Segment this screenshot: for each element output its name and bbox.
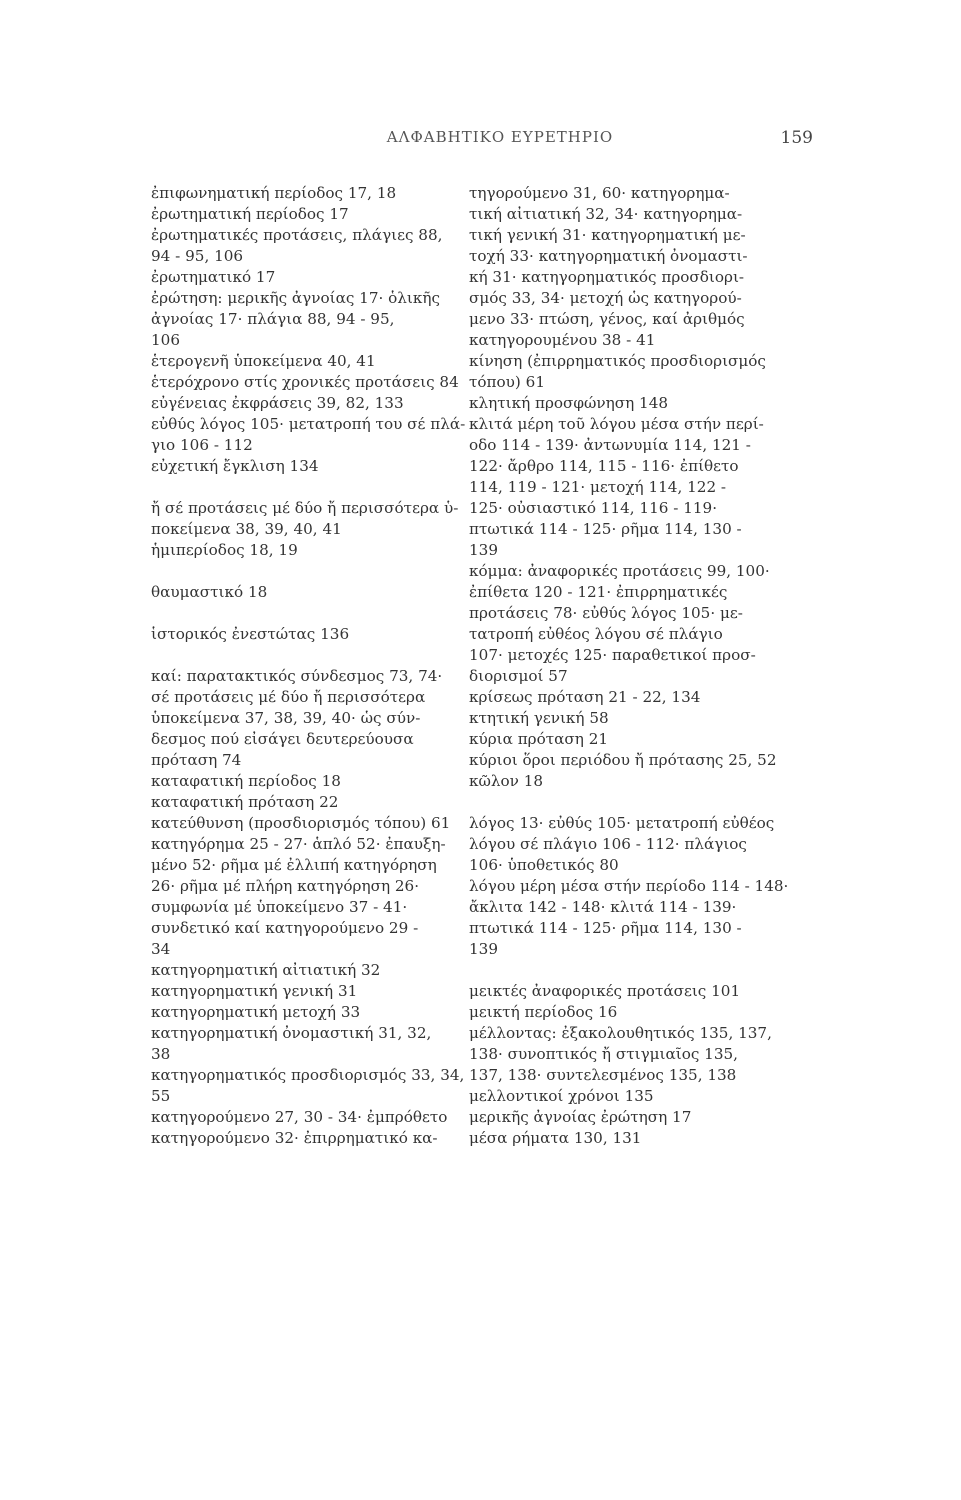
index-entry-line: κατηγορούμενο 27, 30 - 34· ἐμπρόθετο [151,1108,448,1126]
index-entry [151,834,451,960]
index-entry [469,351,819,393]
index-entry-line: κτητική γενική 58 [469,709,609,727]
index-entry-line: κρίσεως πρόταση 21 - 22, 134 [469,688,701,706]
index-entry-line: κύριοι ὅροι περιόδου ἤ πρότασης 25, 52 [469,751,777,769]
index-entry-line: 125· οὐσιαστικό 114, 116 - 119· [469,499,718,517]
letter-group-gap [469,960,819,981]
index-entry-line: ποκείμενα 38, 39, 40, 41 [151,520,342,538]
index-entry-line: ἐρώτηση: μερικῆς ἀγνοίας 17· ὁλικῆς [151,289,440,307]
index-entry-line: 139 [469,541,498,559]
index-entry [469,1128,819,1149]
index-entry [151,393,451,414]
index-entry-line: διορισμοί 57 [469,667,568,685]
index-entry-line: 55 [151,1087,171,1105]
index-entry [151,624,451,645]
index-entry-line: μέλλοντας: ἐξακολουθητικός 135, 137, [469,1024,772,1042]
index-entry-line: 139 [469,940,498,958]
index-entry [151,771,451,792]
index-entry-line: 106· ὑποθετικός 80 [469,856,619,874]
index-entry-line: ἐρωτηματική περίοδος 17 [151,205,349,223]
index-entry-line: θαυμαστικό 18 [151,583,268,601]
index-entry-line: εὐχετική ἔγκλιση 134 [151,457,319,475]
index-entry [469,750,819,771]
index-entry-line: κλητική προσφώνηση 148 [469,394,669,412]
index-entry-line: σμός 33, 34· μετοχή ὡς κατηγορού- [469,289,742,307]
index-entry-line: τηγορούμενο 31, 60· κατηγορημα- [469,184,730,202]
index-entry-line: εὐγένειας ἐκφράσεις 39, 82, 133 [151,394,404,412]
letter-group-gap [151,477,451,498]
index-entry-line: ἱστορικός ἐνεστώτας 136 [151,625,350,643]
index-entry-line: κατηγορηματική μετοχή 33 [151,1003,361,1021]
index-entry [469,1023,819,1086]
letter-group-gap [151,645,451,666]
index-entry-line: ἐρωτηματικό 17 [151,268,276,286]
index-entry-line: πτωτικά 114 - 125· ρῆμα 114, 130 - [469,520,742,538]
index-entry-line: μεικτή περίοδος 16 [469,1003,618,1021]
index-entry-line: καί: παρατακτικός σύνδεσμος 73, 74· [151,667,443,685]
index-entry [151,1065,465,1107]
index-entry [151,540,451,561]
index-entry [469,687,819,708]
index-entry [151,1107,451,1149]
index-entry [469,1086,819,1107]
index-entry-line: λόγος 13· εὐθύς 105· μετατροπή εὐθέος [469,814,775,832]
index-column-left [151,183,466,1149]
index-entry [151,351,451,372]
index-entry-line: 137, 138· συντελεσμένος 135, 138 [469,1066,737,1084]
index-entry [151,498,459,540]
index-entry [151,372,459,393]
index-entry [151,1023,451,1065]
letter-group-gap [469,792,819,813]
index-entry [151,456,451,477]
index-entry-line: γιο 106 - 112 [151,436,253,454]
index-entry [469,183,819,351]
index-entry-line: προτάσεις 78· εὐθύς λόγος 105· με- [469,604,743,622]
index-entry [151,267,451,288]
index-entry [151,183,451,204]
index-entry-line: 107· μετοχές 125· παραθετικοί προσ- [469,646,756,664]
index-entry-line: εὐθύς λόγος 105· μετατροπή του σέ πλά- [151,415,466,433]
index-entry-line: μέσα ρήματα 130, 131 [469,1129,642,1147]
index-entry [151,981,451,1002]
index-entry-line: τική αἰτιατική 32, 34· κατηγορημα- [469,205,743,223]
index-entry-line: μερικῆς ἀγνοίας ἐρώτηση 17 [469,1108,692,1126]
running-header [0,128,961,158]
index-entry-line: συνδετικό καί κατηγορούμενο 29 - [151,919,419,937]
index-entry-line: κίνηση (ἐπιρρηματικός προσδιορισμός [469,352,766,370]
index-entry-line: κατηγορουμένου 38 - 41 [469,331,656,349]
index-entry-line: σέ προτάσεις μέ δύο ἤ περισσότερα [151,688,426,706]
index-entry-line: πρόταση 74 [151,751,242,769]
index-entry [151,225,451,267]
index-entry [469,876,819,960]
page-number: 159 [780,128,813,148]
index-entry-line: κῶλον 18 [469,772,544,790]
letter-group-gap [151,561,451,582]
index-entry-line: λόγου σέ πλάγιο 106 - 112· πλάγιος [469,835,747,853]
index-entry-line: 26· ρῆμα μέ πλήρη κατηγόρηση 26· [151,877,420,895]
index-entry-line: 122· ἄρθρο 114, 115 - 116· ἐπίθετο [469,457,739,475]
index-entry-line: μελλοντικοί χρόνοι 135 [469,1087,654,1105]
index-entry [151,960,451,981]
index-entry [469,771,819,792]
index-entry-line: πτωτικά 114 - 125· ρῆμα 114, 130 - [469,919,742,937]
running-title: ΑΛΦΑΒΗΤΙΚΟ ΕΥΡΕΤΗΡΙΟ [386,128,614,146]
index-entry-line: κατηγόρημα 25 - 27· ἁπλό 52· ἐπαυξη- [151,835,446,853]
index-entry-line: κατηγορηματική αἰτιατική 32 [151,961,381,979]
index-entry [469,393,819,414]
index-entry-line: καταφατική πρόταση 22 [151,793,339,811]
index-entry [469,561,819,687]
index-entry [469,414,819,561]
index-entry-line: τατροπή εὐθέος λόγου σέ πλάγιο [469,625,723,643]
index-entry-line: τική γενική 31· κατηγορηματική με- [469,226,746,244]
index-entry [469,813,819,876]
index-column-right [469,183,819,1149]
index-entry [469,1107,819,1128]
index-entry-line: 34 [151,940,171,958]
index-entry-line: κή 31· κατηγορηματικός προσδιορι- [469,268,745,286]
index-entry-line: κατηγορηματική ὀνομαστική 31, 32, [151,1024,432,1042]
index-entry [151,813,451,834]
index-entry [151,1002,451,1023]
index-entry [151,414,466,456]
index-entry-line: καταφατική περίοδος 18 [151,772,341,790]
index-entry-line: κύρια πρόταση 21 [469,730,609,748]
index-entry-line: ἐπιφωνηματική περίοδος 17, 18 [151,184,397,202]
index-entry-line: ἡμιπερίοδος 18, 19 [151,541,298,559]
index-entry-line: 38 [151,1045,171,1063]
index-entry-line: κατεύθυνση (προσδιορισμός τόπου) 61 [151,814,451,832]
index-entry [151,792,451,813]
index-entry [469,1002,819,1023]
index-entry-line: 138· συνοπτικός ἤ στιγμιαῖος 135, [469,1045,738,1063]
index-entry-line: μεικτές ἀναφορικές προτάσεις 101 [469,982,741,1000]
index-entry [151,288,451,351]
index-entry-line: ἤ σέ προτάσεις μέ δύο ἤ περισσότερα ὑ- [151,499,459,517]
index-entry-line: 106 [151,331,180,349]
index-entry-line: συμφωνία μέ ὑποκείμενο 37 - 41· [151,898,408,916]
index-entry-line: ὑποκείμενα 37, 38, 39, 40· ὡς σύν- [151,709,421,727]
index-entry-line: 114, 119 - 121· μετοχή 114, 122 - [469,478,727,496]
letter-group-gap [151,603,451,624]
index-entry-line: κλιτά μέρη τοῦ λόγου μέσα στήν περί- [469,415,764,433]
index-entry-line: ἐπίθετα 120 - 121· ἐπιρρηματικές [469,583,728,601]
index-entry-line: μένο 52· ρῆμα μέ ἐλλιπή κατηγόρηση [151,856,437,874]
index-entry-line: κόμμα: ἀναφορικές προτάσεις 99, 100· [469,562,770,580]
index-entry-line: τοχή 33· κατηγορηματική ὀνομαστι- [469,247,748,265]
index-entry [151,582,451,603]
index-entry [469,708,819,729]
index-entry [469,729,819,750]
index-entry [469,981,819,1002]
index-entry-line: ἑτερόχρονο στίς χρονικές προτάσεις 84 [151,373,459,391]
index-entry-line: λόγου μέρη μέσα στήν περίοδο 114 - 148· [469,877,789,895]
index-entry-line: ἄκλιτα 142 - 148· κλιτά 114 - 139· [469,898,737,916]
index-entry-line: δεσμος πού εἰσάγει δευτερεύουσα [151,730,414,748]
index-entry-line: οδο 114 - 139· ἀντωνυμία 114, 121 - [469,436,751,454]
index-entry-line: κατηγορούμενο 32· ἐπιρρηματικό κα- [151,1129,438,1147]
index-entry [151,666,451,771]
index-entry-line: κατηγορηματικός προσδιορισμός 33, 34, [151,1066,465,1084]
index-entry-line: ἑτερογενῆ ὑποκείμενα 40, 41 [151,352,376,370]
index-entry-line: ἐρωτηματικές προτάσεις, πλάγιες 88, [151,226,443,244]
index-entry-line: τόπου) 61 [469,373,545,391]
index-entry-line: κατηγορηματική γενική 31 [151,982,358,1000]
index-entry-line: μενο 33· πτώση, γένος, καί ἀριθμός [469,310,745,328]
index-entry-line: ἀγνοίας 17· πλάγια 88, 94 - 95, [151,310,395,328]
index-entry-line: 94 - 95, 106 [151,247,244,265]
index-entry [151,204,451,225]
